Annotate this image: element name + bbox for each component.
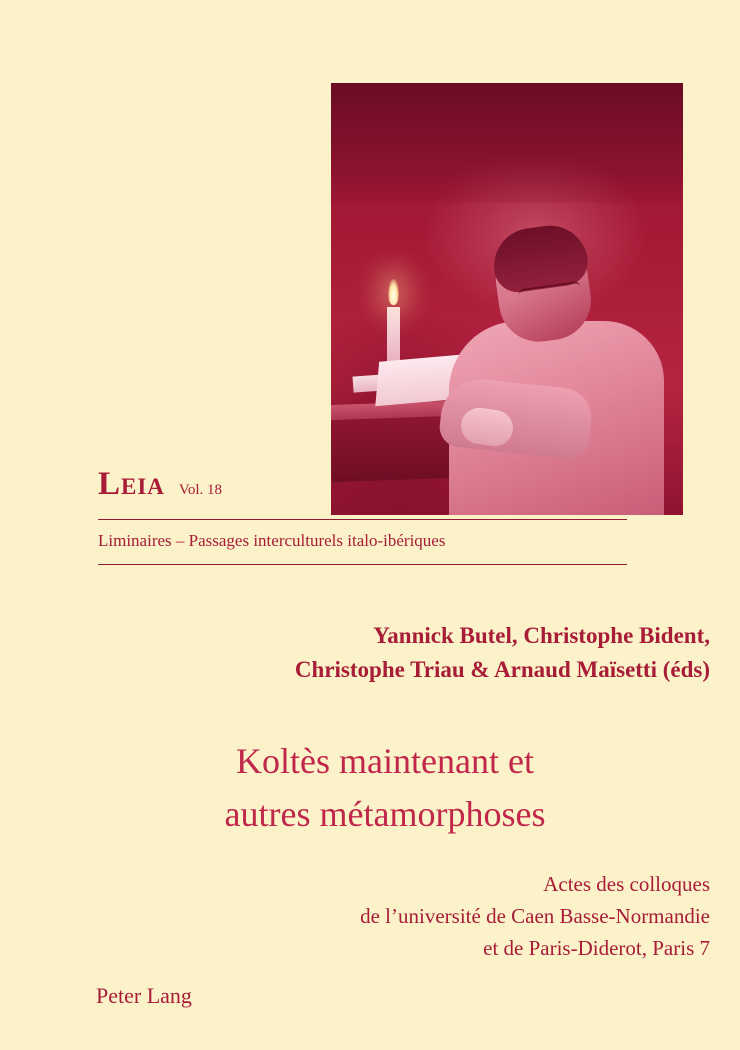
series-logo-row xyxy=(98,466,222,503)
book-subtitle xyxy=(40,869,710,965)
series-logo: Leia xyxy=(98,466,165,502)
divider-top xyxy=(98,519,627,520)
series-volume: Vol. 18 xyxy=(178,482,222,498)
person-figure-shape xyxy=(449,233,664,515)
subtitle-line-1: Actes des colloques xyxy=(543,872,710,896)
subtitle-line-3: et de Paris-Diderot, Paris 7 xyxy=(483,935,710,960)
cover-photograph xyxy=(331,83,683,515)
editors-line-1: Yannick Butel, Christophe Bident, xyxy=(373,623,710,648)
photo-dark-area xyxy=(331,83,683,203)
divider-bottom xyxy=(98,564,627,565)
title-line-2: autres métamorphoses xyxy=(224,794,546,835)
book-title xyxy=(60,735,710,842)
editors-block xyxy=(60,619,710,687)
candle-flame-shape xyxy=(388,279,399,305)
subtitle-line-2: de l’université de Caen Basse-Normandie xyxy=(360,903,710,928)
publisher-name: Peter Lang xyxy=(96,983,192,1008)
title-line-1: Koltès maintenant et xyxy=(236,741,534,781)
series-subtitle: Liminaires – Passages interculturels italo-ibériques xyxy=(98,531,446,550)
editors-line-2: Christophe Triau & Arnaud Maïsetti (éds) xyxy=(294,657,710,683)
